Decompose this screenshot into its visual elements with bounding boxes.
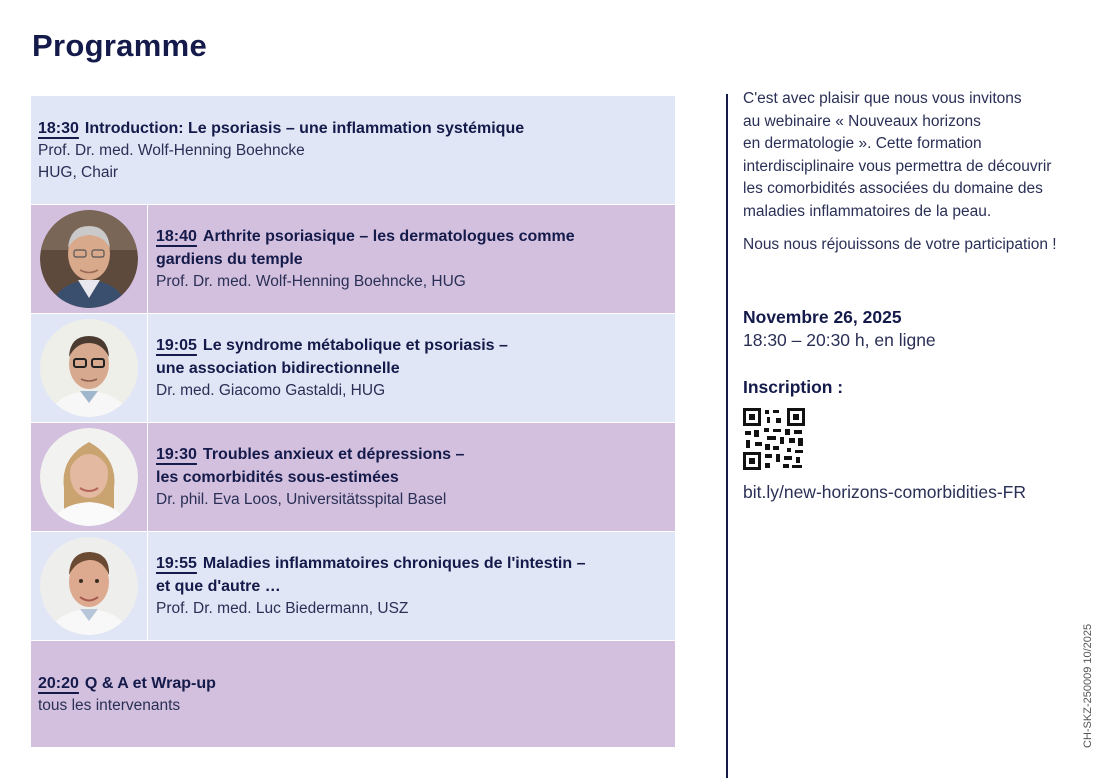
registration-link[interactable]: bit.ly/new-horizons-comorbidities-FR [743, 481, 1026, 502]
session-headline [156, 443, 464, 466]
session-text [148, 314, 548, 422]
program-row-qa [31, 640, 675, 747]
speaker-name: tous les intervenants [38, 696, 181, 714]
photo-cell [31, 423, 148, 531]
session-title-line1: Maladies inflammatoires chroniques de l'intestin – [202, 555, 586, 572]
speaker-name: Prof. Dr. med. Wolf-Henning Boehncke [38, 141, 305, 159]
program-row-intro [31, 96, 675, 204]
program-row-troubles [31, 422, 675, 531]
invitation-text [743, 88, 1103, 223]
session-headline [156, 552, 586, 575]
photo-cell [31, 532, 148, 640]
photo-cell [31, 205, 148, 313]
invitation-line: en dermatologie ». Cette formation [743, 135, 982, 152]
session-time: 18:30 [38, 119, 79, 137]
session-headline [156, 225, 575, 248]
session-title-line2: et que d'autre … [156, 578, 281, 595]
session-text [148, 205, 615, 313]
program-row-intestin [31, 531, 675, 640]
qr-code[interactable] [743, 408, 805, 470]
session-time: 19:30 [156, 446, 197, 463]
invitation-line: les comorbidités associées du domaine des [743, 180, 1043, 197]
session-title: Q & A et Wrap-up [84, 674, 216, 692]
invitation-line: C'est avec plaisir que nous vous invitons [743, 90, 1022, 107]
speaker-photo-biedermann [40, 537, 138, 635]
invitation-line: interdisciplinaire vous permettra de découvrir [743, 157, 1052, 175]
session-time: 18:40 [156, 228, 197, 245]
session-time: 19:05 [156, 337, 197, 354]
speaker-photo-gastaldi [40, 319, 138, 417]
programme-table [31, 96, 675, 747]
speaker-name: Dr. med. Giacomo Gastaldi, HUG [156, 382, 386, 399]
photo-cell [31, 314, 148, 422]
info-column [743, 88, 1103, 503]
session-text [148, 532, 626, 640]
speaker-name: Prof. Dr. med. Luc Biedermann, USZ [156, 600, 409, 617]
session-headline [38, 672, 668, 695]
vertical-divider [726, 94, 728, 778]
session-title-line2: une association bidirectionnelle [156, 360, 400, 377]
session-title-line2: les comorbidités sous-estimées [156, 469, 399, 486]
page-title: Programme [32, 28, 207, 63]
session-title: Introduction: Le psoriasis – une inflammation systémique [84, 119, 525, 137]
thanks-text: Nous nous réjouissons de votre participation ! [743, 236, 1057, 253]
session-headline [156, 334, 508, 357]
session-headline [38, 117, 668, 140]
session-time: 19:55 [156, 555, 197, 572]
speaker-photo-loos [40, 428, 138, 526]
speaker-photo-boehncke [40, 210, 138, 308]
speaker-name: Prof. Dr. med. Wolf-Henning Boehncke, HUG [156, 273, 466, 290]
program-row-arthrite [31, 204, 675, 313]
event-time-place: 18:30 – 20:30 h, en ligne [743, 329, 936, 350]
document-code: CH-SKZ-250009 10/2025 [1082, 623, 1094, 748]
speaker-affiliation: HUG, Chair [38, 163, 119, 181]
session-time: 20:20 [38, 674, 79, 692]
speaker-name: Dr. phil. Eva Loos, Universitätsspital Basel [156, 491, 447, 508]
session-title-line1: Troubles anxieux et dépressions – [202, 446, 465, 463]
event-date: Novembre 26, 2025 [743, 306, 902, 327]
session-title-line2: gardiens du temple [156, 251, 303, 268]
session-title-line1: Arthrite psoriasique – les dermatologues comme [202, 228, 575, 245]
invitation-line: au webinaire « Nouveaux horizons [743, 112, 981, 130]
invitation-line: maladies inflammatoires de la peau. [743, 202, 992, 220]
program-row-metabolique [31, 313, 675, 422]
registration-label: Inscription : [743, 376, 844, 397]
session-title-line1: Le syndrome métabolique et psoriasis – [202, 337, 508, 354]
session-text [148, 423, 504, 531]
